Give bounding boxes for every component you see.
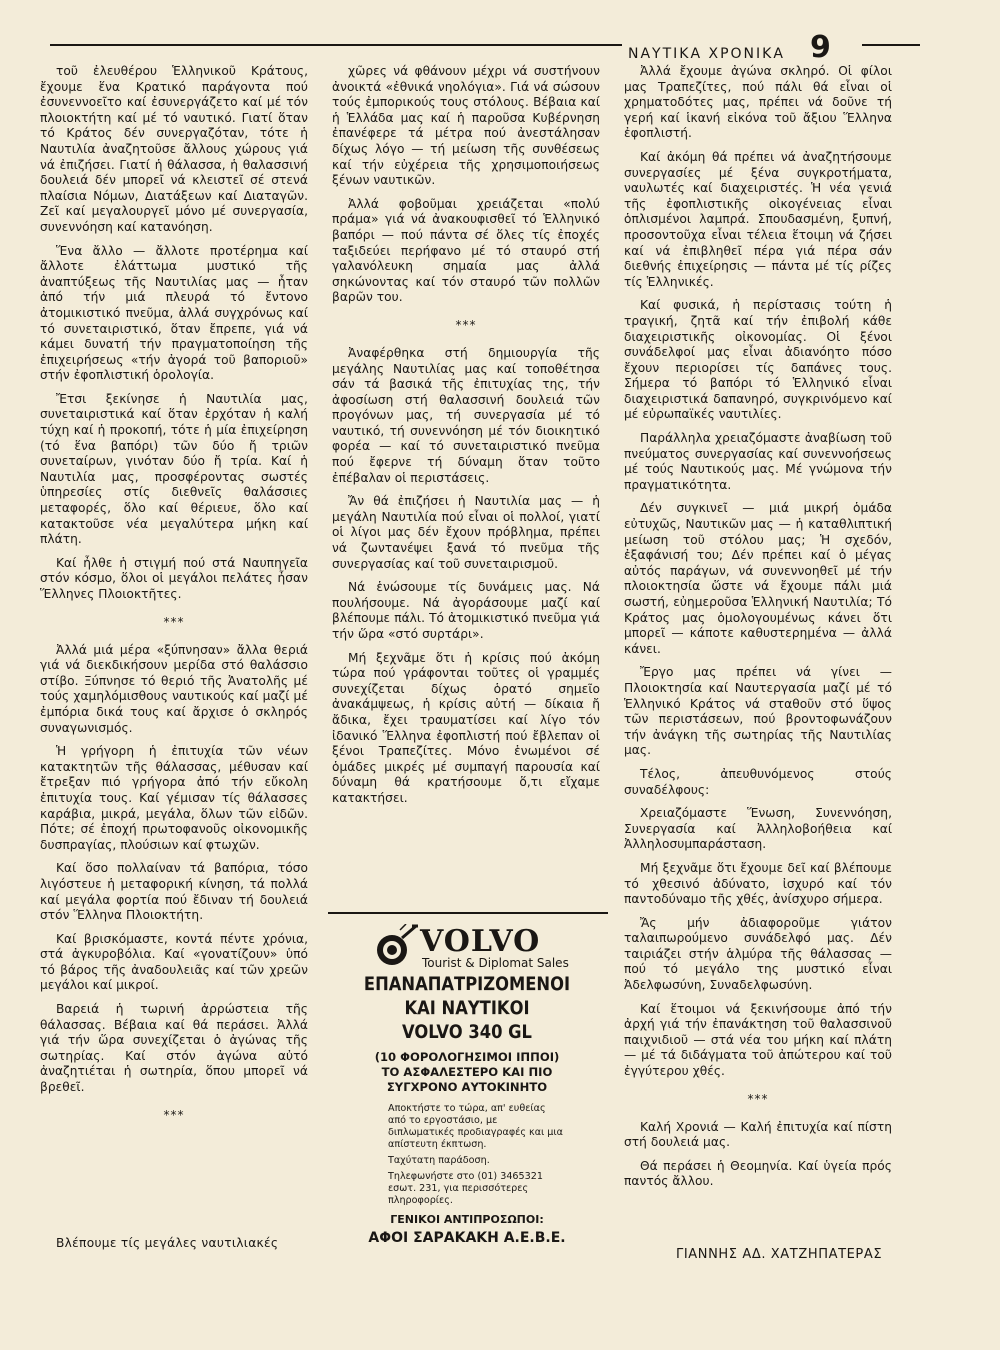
paragraph: Βαρειά ἡ τωρινή ἀρρώστεια τῆς θάλασσας. Βέβαια καί θά περάσει. Ἀλλά γιά τήν ὥρα συνεχίζεται ὁ ἀγώνας τῆς σωτηρίας. Καί στόν ἀγώνα αὐτό ἀναζητιέται ἡ σωτηρία, ὅπου μπορεῖ νά βρεθεῖ.	[40, 1002, 308, 1095]
paragraph: Καί φυσικά, ἡ περίστασις τούτη ἡ τραγική, ζητᾶ καί τήν ἐπιβολή κάθε διαχειριστικῆς οἰκονομίας. Οἱ ξένοι συνάδελφοί μας εἶναι ἀδιανόητο πόσο ἔχουν περιορίσει τίς δαπάνες τους. Σήμερα τό βαπόρι τό Ἑλληνικό εἶναι διαχειριστικά δαπανηρό, συγκρινόμενο καί μέ εὐρωπαϊκές ναυτιλίες.	[624, 298, 892, 422]
ad-spec-line: ΤΟ ΑΣΦΑΛΕΣΤΕΡΟ ΚΑΙ ΠΙΟ	[381, 1065, 553, 1079]
ad-brand: VOLVO	[420, 924, 541, 959]
paragraph: Μή ξεχνᾶμε ὅτι ἡ κρίσις πού ἀκόμη τώρα πού γράφονται τοῦτες οἱ γραμμές συνεχίζεται δίχως ὁρατό σημεῖο ἀνακάμψεως, ἡ κρίσις αὐτή — δίκαια ἤ ἄδικα, ἔχει τραυματίσει καί λίγο τόν ἰδανικό Ἕλληνα ἐφοπλιστή πού ἔβλεπαν οἱ ξένοι Τραπεζίτες. Μόνο ἑνωμένοι σέ ὁμάδες μικρές μέ συμπαγή παρουσία καί δύναμη θά κρατήσουμε ὅ,τι εἴχαμε κατακτήσει.	[332, 650, 600, 805]
section-divider: ***	[747, 1091, 769, 1106]
paragraph: Ἀλλά μιά μέρα «ξύπνησαν» ἄλλα θεριά γιά νά διεκδικήσουν μερίδα στό θαλάσσιο στίβο. Ξύπνησε τό θεριό τῆς Ἀνατολῆς μέ τούς χαμηλόμισθους ναυτικούς καί μαζί μέ ἐμπόρια δικά τους καί ἄρχισε ὁ σκληρός συναγωνισμός.	[40, 642, 308, 735]
section-divider: ***	[163, 1107, 185, 1122]
paragraph-continued: Βλέπουμε τίς μεγάλες ναυτιλιακές	[56, 1236, 279, 1250]
column-1	[40, 64, 308, 1136]
column-3	[624, 64, 892, 1198]
ad-agents: ΓΕΝΙΚΟΙ ΑΝΤΙΠΡΟΣΩΠΟΙ:	[390, 1213, 544, 1226]
paragraph: Χρειαζόμαστε Ἕνωση, Συνεννόηση, Συνεργασία καί Ἀλληλοβοήθεια καί Ἀλληλοσυμπαράσταση.	[624, 806, 892, 852]
ad-headline: ΕΠΑΝΑΠΑΤΡΙΖΟΜΕΝΟΙ	[363, 973, 571, 995]
volvo-advertisement	[332, 918, 602, 1246]
paragraph: τοῦ ἐλευθέρου Ἑλληνικοῦ Κράτους, ἔχουμε ἕνα Κρατικό παράγοντα πού ἐσυνεννοεῖτο καί ἐσυνεργάζετο καί μέ τόν πλοιοκτήτη καί μέ τό ναυτικό. Γιατί ὅταν τό Κράτος δέν συνεργαζόταν, τότε ἡ Ναυτιλία ἀναζητοῦσε ἄλλους χώρους γιά νά ἐπιζήσει. Γιατί ἡ θάλασσα, ἡ θαλασσινή δουλειά δέν μπορεῖ νά κλειστεῖ σέ στενά πλαίσια Νόμων, Διατάξεων καί Διαταγῶν. Ζεῖ καί μεγαλουργεῖ μόνο μέ συνεργασία, συνεννόηση καί κατανόηση.	[40, 64, 308, 234]
paragraph: Ἀλλά φοβοῦμαι χρειάζεται «πολύ πράμα» γιά νά ἀνακουφισθεῖ τό Ἑλληνικό βαπόρι — πού πάντα σέ ὅλες τίς ἐποχές ταξιδεύει περήφανο μέ τό σταυρό στή γαλανόλευκη σημαία μας ἀλλά σηκώνοντας καί τόν σταυρό τῶν πολλῶν βαρῶν του.	[332, 196, 600, 305]
paragraph: Δέν συγκινεῖ — μιά μικρή ὁμάδα εὐτυχῶς, Ναυτικῶν μας — ἡ καταθλιπτική μείωση τοῦ στόλου μας; Ἡ σχεδόν, ἐξαφάνισή του; Δέν πρέπει καί ὁ μέγας αὐτός παράγων, νά συνεννοηθεῖ μέ τήν πλοιοκτησία ὥστε νά ἔχουμε πάλι μιά σωστή, εὐημεροῦσα Ἑλληνική Ναυτιλία; Τό Κράτος μας ὁμολογουμένως κάνει ὅτι μπορεῖ — κάποτε καθυστερημένα — ἀλλά κάνει.	[624, 501, 892, 656]
ad-body-text: Αποκτήστε το τώρα, απ' ευθείας από το εργοστάσιο, με διπλωματικές προδιαγραφές και μια απίστευτη έκπτωση.	[388, 1103, 563, 1150]
paragraph: Ἔργο μας πρέπει νά γίνει — Πλοιοκτησία καί Ναυτεργασία μαζί μέ τό Ἑλληνικό Κράτος νά σταθοῦν στό ὕψος τῶν περιστάσεων, πού βροντοφωνάζουν τήν ἀνάγκη τῆς σωτηρίας τῆς Ναυτιλίας μας.	[624, 665, 892, 758]
paragraph: Ἀλλά ἔχουμε ἀγώνα σκληρό. Οἱ φίλοι μας Τραπεζίτες, πού πάλι θά εἶναι οἱ χρηματοδότες μας, πρέπει νά δοῦνε τή γερή καί ἱκανή εἰκόνα τοῦ ἄξιου Ἕλληνα ἐφοπλιστή.	[624, 64, 892, 141]
paragraph: Παράλληλα χρειαζόμαστε ἀναβίωση τοῦ πνεύματος συνεργασίας καί συνεννοήσεως μέ τούς Ναυτικούς μας. Μέ γνώμονα τήν πραγματικότητα.	[624, 431, 892, 492]
paragraph: Καί ἕτοιμοι νά ξεκινήσουμε ἀπό τήν ἀρχή γιά τήν ἐπανάκτηση τοῦ θαλασσινοῦ παιχνιδιοῦ — στά νέα του μήκη καί πλάτη — μέ τά διδάγματα τοῦ ἀπώτερου καί τοῦ ἐγγύτερου χθές.	[624, 1001, 892, 1079]
header-rule-right	[862, 44, 920, 46]
paragraph: Καί ἦλθε ἡ στιγμή πού στά Ναυπηγεῖα στόν κόσμο, ὅλοι οἱ μεγάλοι πελάτες ἦσαν Ἕλληνες Πλοιοκτῆτες.	[40, 555, 308, 601]
section-divider: ***	[455, 317, 477, 332]
ad-spec-line: (10 ΦΟΡΟΛΟΓΗΣΙΜΟΙ ΙΠΠΟΙ)	[374, 1050, 560, 1064]
paragraph: Μή ξεχνᾶμε ὅτι ἔχουμε δεῖ καί βλέπουμε τό χθεσινό ἀδύνατο, ἰσχυρό καί τόν παντοδύναμο τῆς χθές, ἀνίσχυρο σήμερα.	[624, 860, 892, 907]
ad-body	[388, 1103, 566, 1207]
page-number: 9	[810, 30, 831, 65]
paragraph: Ἄν θά ἐπιζήσει ἡ Ναυτιλία μας — ἡ μεγάλη Ναυτιλία πού εἶναι οἱ πολλοί, γιατί οἱ λίγοι μας δέν ἔχουν πρόβλημα, πρέπει νά ζωντανέψει ξανά τό πνεῦμα τῆς συνεργασίας καί τοῦ συνεταιρισμοῦ.	[332, 494, 600, 571]
paragraph: Θά περάσει ἡ Θεομηνία. Καί ὑγεία πρός παντός ἄλλου.	[624, 1158, 892, 1189]
paragraph: Τέλος, ἀπευθυνόμενος στούς συναδέλφους:	[624, 766, 892, 797]
paragraph: Καί ἀκόμη θά πρέπει νά ἀναζητήσουμε συνεργασίες μέ ξένα συγκροτήματα, ναυλωτές καί διαχειριστές. Ἡ νέα γενιά τῆς ἐφοπλιστικῆς οἰκογένειας εἶναι ὁπλισμένοι λαμπρά. Σπουδασμένη, ξυπνή, προσοντοῦχα εἶναι τέλεια ἕτοιμη νά ζήσει καί νά ἐπιβληθεῖ πέρα γιά πέρα σάν διεθνής ἐπιχείρησις — πάντα μέ τίς ρίζες τίς Ἑλληνικές.	[624, 149, 892, 289]
author-signature: ΓΙΑΝΝΗΣ ΑΔ. ΧΑΤΖΗΠΑΤΕΡΑΣ	[676, 1247, 883, 1262]
paragraph: Καί ὅσο πολλαίναν τά βαπόρια, τόσο λιγόστευε ἡ μεταφορική κίνηση, τά πολλά καί μεγάλα φορτία πού ἔδιναν τή δουλειά στόν Ἕλληνα Πλοιοκτήτη.	[40, 861, 308, 923]
paragraph: Νά ἑνώσουμε τίς δυνάμεις μας. Νά πουλήσουμε. Νά ἀγοράσουμε μαζί καί βλέπουμε πάλι. Τό ἀτομικιστικό πνεῦμα γιά τήν ὥρα «στό συρτάρι».	[332, 580, 600, 641]
paragraph: Καί βρισκόμαστε, κοντά πέντε χρόνια, στά ἀγκυροβόλια. Καί «γονατίζουν» ὑπό τό βάρος τῆς ἀναδουλειᾶς καί τῶν χρεῶν μεγάλοι καί μικροί.	[40, 931, 308, 993]
ad-spec	[332, 1050, 602, 1095]
paragraph: Ἄς μήν ἀδιαφοροῦμε γιάτον ταλαιπωρούμενο συνάδελφό μας. Δέν ταιριάζει στήν ἁλμύρα τῆς θάλασσας — πού τό μεγάλο της μυστικό εἶναι Ἀδελφωσύνη, Συναδελφωσύνη.	[624, 915, 892, 993]
paragraph: Ἡ γρήγορη ἡ ἐπιτυχία τῶν νέων κατακτητῶν τῆς θάλασσας, μέθυσαν καί ἔτρεξαν πιό γρήγορα ἀπό τήν εὔκολη ἐπιτυχία τους. Καί γέμισαν τίς θάλασσες καράβια, μικρά, μεγάλα, ὅλων τῶν εἰδῶν. Πότε; σέ ἐποχή πρωτοφανοῦς οἰκονομικῆς δυσπραγίας, πλούσιων καί φτωχῶν.	[40, 744, 308, 852]
paragraph: Καλή Χρονιά — Καλή ἐπιτυχία καί πίστη στή δουλειά μας.	[624, 1119, 892, 1150]
ad-spec-line: ΣΥΓΧΡΟΝΟ ΑΥΤΟΚΙΝΗΤΟ	[386, 1080, 548, 1094]
paragraph: χῶρες νά φθάνουν μέχρι νά συστήνουν ἀνοικτά «ἐθνικά νηολόγια». Γιά νά σώσουν τούς ἐμπορικούς τους στόλους. Βέβαια καί ἡ Ἑλλάδα μας καί ἡ παροῦσα Κυβέρνηση ἐπανέφερε τά μέτρα πού ἀνεστάλησαν δίχως λόγο — τή μείωση τῆς συνθέσεως καί τήν εὐχέρεια τῆς χρησιμοποιήσεως ξένων ναυτικῶν.	[332, 64, 600, 188]
paragraph: Ἀναφέρθηκα στή δημιουργία τῆς μεγάλης Ναυτιλίας μας καί τοποθέτησα σάν τά βασικά τῆς ἐπιτυχίας της, τήν ἀφοσίωση στή θαλασσινή δουλειά τῶν προγόνων μας, τή συνεργασία μέ τό ναυτικό, τή συνεννόηση μέ τόν διοικητικό φορέα — καί τό συνεταιριστικό πνεῦμα πού ἔφερνε τή δύναμη ὅταν τοῦτο ἐπέβαλαν οἱ περιστάσεις.	[332, 345, 600, 485]
paragraph: Ἔτσι ξεκίνησε ἡ Ναυτιλία μας, συνεταιριστικά καί ὅταν ἐρχόταν ἡ καλή τύχη καί ἡ προκοπή, τότε ἡ μία ἐπιχείρηση (τό ἕνα βαπόρι) τῶν δύο ἤ τριῶν συνεταίρων, γινόταν δύο ἤ τρία. Καί ἡ Ναυτιλία μας, προσφέροντας σωστές ὑπηρεσίες στίς διεθνεῖς θαλάσσιες μεταφορές, ὅλο καί θέριευε, ὅλο καί κατακτοῦσε νέα μεγαλύτερα μήκη καί πλάτη.	[40, 391, 308, 547]
volvo-emblem-icon	[372, 924, 422, 968]
paragraph: Ἕνα ἄλλο — ἄλλοτε προτέρημα καί ἄλλοτε ἐλάττωμα μυστικό τῆς ἀναπτύξεως τῆς Ναυτιλίας μας — ἦταν ἀπό τήν μιά πλευρά τό ἔντονο ἀτομικιστικό πνεῦμα, ἀλλά συγχρόνως καί τό συνεταιριστικό, ὅταν ἔπρεπε, γιά νά κάμει δυνατή τήν πραγματοποίηση τῆς ἐπιχειρήσεως «τήν ἀγορά τοῦ βαποριοῦ» στήν ἐφοπλιστική ὁρολογία.	[40, 243, 308, 383]
header-title: ΝΑΥΤΙΚΑ ΧΡΟΝΙΚΑ	[628, 46, 785, 62]
ad-top-rule	[328, 912, 608, 914]
ad-headline: ΚΑΙ ΝΑΥΤΙΚΟΙ	[404, 997, 530, 1019]
ad-subtitle: Tourist & Diplomat Sales	[422, 956, 569, 970]
ad-model: VOLVO 340 GL	[402, 1021, 532, 1043]
ad-body-text: Ταχύτατη παράδοση.	[388, 1155, 490, 1166]
ad-body-text: Τηλεφωνήστε στο (01) 3465321 εσωτ. 231, για περισσότερες πληροφορίες.	[388, 1171, 543, 1206]
column-2	[332, 64, 600, 815]
ad-company: ΑΦΟΙ ΣΑΡΑΚΑΚΗ Α.Ε.Β.Ε.	[368, 1230, 566, 1246]
section-divider: ***	[163, 614, 185, 629]
header-rule-left	[50, 44, 622, 46]
ad-logo	[332, 918, 602, 972]
